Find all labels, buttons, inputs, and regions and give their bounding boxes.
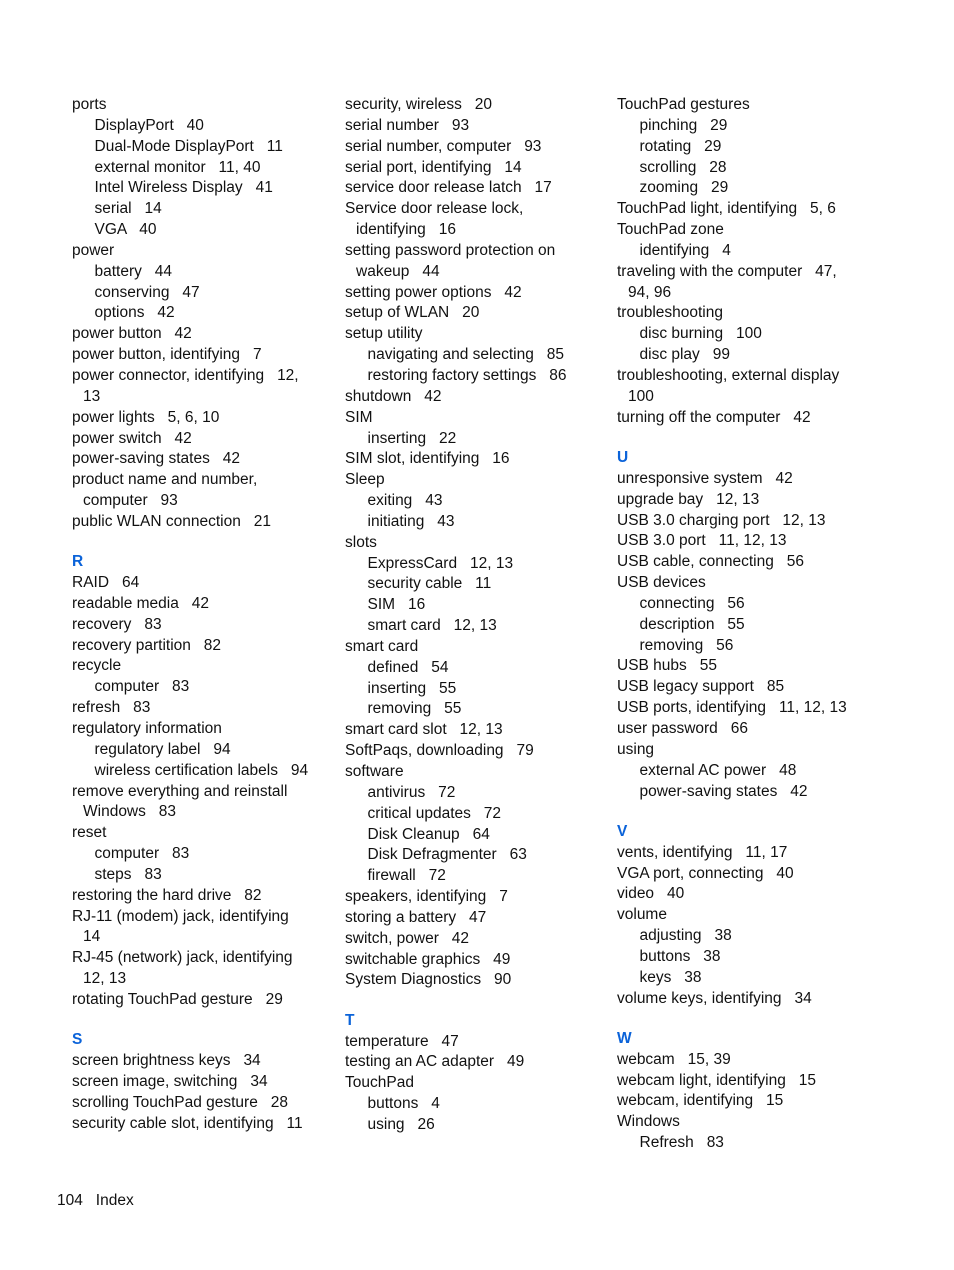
index-entry: refresh 83: [72, 699, 151, 717]
index-subentry: external AC power 48: [639, 761, 797, 779]
index-subentry: using 26: [367, 1116, 435, 1133]
index-entry-continuation: 14: [83, 928, 101, 946]
index-entry: SIM slot, identifying 16: [345, 450, 510, 468]
index-entry: Windows: [617, 1113, 680, 1131]
index-subentry: Disk Defragmenter 63: [367, 846, 527, 864]
index-entry: using: [617, 740, 655, 758]
index-entry: recovery 83: [72, 615, 162, 633]
index-entry: USB ports, identifying 11, 12, 13: [617, 699, 847, 717]
index-entry: serial number, computer 93: [345, 137, 542, 155]
index-subentry: removing 56: [639, 636, 734, 654]
index-entry: RJ-45 (network) jack, identifying: [72, 949, 293, 967]
index-entry: USB devices: [617, 574, 706, 592]
index-subentry: wireless certification labels 94: [94, 761, 309, 779]
index-entry: USB hubs 55: [617, 657, 717, 675]
index-entry-continuation: computer 93: [83, 492, 178, 510]
index-entry: recycle: [72, 657, 122, 675]
index-subentry: removing 55: [367, 700, 462, 718]
index-subentry: connecting 56: [639, 594, 745, 612]
index-entry: smart card slot 12, 13: [345, 721, 503, 739]
index-entry: System Diagnostics 90: [345, 971, 512, 989]
index-letter-heading: U: [617, 449, 629, 466]
index-subentry: buttons 4: [367, 1095, 440, 1113]
index-entry: screen brightness keys 34: [72, 1052, 261, 1070]
index-entry: software: [345, 763, 404, 780]
index-subentry: security cable 11: [367, 575, 492, 593]
index-entry: scrolling TouchPad gesture 28: [72, 1093, 288, 1111]
index-subentry: DisplayPort 40: [94, 116, 204, 134]
index-subentry: keys 38: [639, 968, 702, 986]
index-subentry: computer 83: [94, 678, 190, 696]
index-entry: serial port, identifying 14: [345, 158, 522, 176]
index-entry: public WLAN connection 21: [72, 512, 272, 530]
index-entry: storing a battery 47: [345, 908, 487, 926]
index-subentry: serial 14: [94, 200, 162, 218]
index-entry: setup utility: [345, 325, 423, 343]
index-entry: reset: [72, 824, 107, 842]
index-column-1: [72, 95, 334, 1135]
index-subentry: smart card 12, 13: [367, 617, 497, 635]
index-subentry: SIM 16: [367, 596, 426, 614]
index-entry: vents, identifying 11, 17: [617, 843, 788, 861]
index-letter-heading: S: [72, 1031, 83, 1049]
index-entry: Service door release lock,: [345, 200, 524, 218]
index-entry: volume keys, identifying 34: [617, 989, 812, 1007]
index-entry: upgrade bay 12, 13: [617, 490, 760, 508]
index-entry: temperature 47: [345, 1032, 459, 1050]
index-entry-continuation: 100: [628, 387, 654, 405]
index-subentry: external monitor 11, 40: [94, 158, 261, 176]
index-entry-continuation: 12, 13: [83, 970, 127, 988]
index-entry: slots: [345, 533, 377, 551]
index-entry: screen image, switching 34: [72, 1072, 268, 1090]
index-subentry: Intel Wireless Display 41: [94, 179, 273, 197]
index-subentry: ExpressCard 12, 13: [367, 554, 514, 572]
index-entry: turning off the computer 42: [617, 408, 811, 426]
index-entry-continuation: Windows 83: [83, 803, 177, 821]
index-entry: unresponsive system 42: [617, 469, 793, 487]
index-letter-heading: R: [72, 553, 84, 571]
index-entry: power-saving states 42: [72, 450, 241, 468]
index-subentry: identifying 4: [639, 241, 731, 259]
index-entry: webcam, identifying 15: [617, 1092, 784, 1110]
index-entry: SoftPaqs, downloading 79: [345, 742, 534, 760]
index-subentry: critical updates 72: [367, 804, 502, 822]
index-entry-continuation: identifying 16: [356, 221, 456, 239]
index-entry: webcam 15, 39: [617, 1050, 731, 1068]
index-entry: power switch 42: [72, 429, 192, 447]
index-subentry: restoring factory settings 86: [367, 366, 567, 384]
index-entry: TouchPad gestures: [617, 96, 750, 113]
index-entry-continuation: 13: [83, 387, 101, 405]
index-entry: regulatory information: [72, 719, 222, 737]
index-subentry: regulatory label 94: [94, 740, 231, 758]
index-entry: USB cable, connecting 56: [617, 553, 804, 571]
index-subentry: Refresh 83: [639, 1134, 724, 1152]
index-entry: speakers, identifying 7: [345, 888, 508, 906]
index-entry: traveling with the computer 47,: [617, 262, 837, 280]
index-entry: security, wireless 20: [345, 96, 493, 113]
index-subentry: battery 44: [94, 262, 173, 280]
index-entry: RAID 64: [72, 574, 140, 592]
index-entry: setting power options 42: [345, 283, 522, 301]
index-subentry: computer 83: [94, 845, 190, 863]
index-entry: volume: [617, 906, 667, 924]
index-entry-continuation: wakeup 44: [356, 262, 440, 280]
index-subentry: Dual-Mode DisplayPort 11: [94, 137, 283, 155]
index-subentry: adjusting 38: [639, 927, 732, 945]
index-subentry: power-saving states 42: [639, 782, 808, 800]
index-entry: TouchPad: [345, 1074, 414, 1092]
index-subentry: Disk Cleanup 64: [367, 825, 490, 843]
index-subentry: disc play 99: [639, 346, 730, 364]
index-subentry: options 42: [94, 304, 175, 322]
index-entry: serial number 93: [345, 116, 470, 134]
index-entry: switch, power 42: [345, 929, 470, 947]
index-entry: security cable slot, identifying 11: [72, 1114, 303, 1132]
index-subentry: inserting 22: [367, 429, 457, 447]
index-entry: troubleshooting: [617, 304, 723, 322]
index-letter-heading: T: [345, 1011, 355, 1029]
index-entry: ports: [72, 96, 107, 113]
index-subentry: defined 54: [367, 658, 449, 676]
index-entry: user password 66: [617, 719, 748, 737]
index-entry: VGA port, connecting 40: [617, 864, 794, 882]
index-subentry: scrolling 28: [639, 158, 727, 176]
index-subentry: zooming 29: [639, 179, 729, 197]
index-entry: rotating TouchPad gesture 29: [72, 990, 283, 1008]
index-entry: testing an AC adapter 49: [345, 1053, 525, 1071]
index-entry: RJ-11 (modem) jack, identifying: [72, 907, 289, 925]
index-letter-heading: V: [617, 822, 628, 840]
index-subentry: conserving 47: [94, 283, 200, 301]
index-entry: recovery partition 82: [72, 636, 222, 654]
index-entry: power: [72, 241, 115, 259]
index-entry: troubleshooting, external display: [617, 366, 840, 384]
index-entry: power button, identifying 7: [72, 346, 262, 364]
index-entry: Sleep: [345, 471, 385, 489]
index-subentry: buttons 38: [639, 947, 721, 965]
index-subentry: description 55: [639, 615, 745, 633]
index-entry: TouchPad light, identifying 5, 6: [617, 200, 836, 218]
index-column-3: [617, 95, 879, 1154]
index-entry: setup of WLAN 20: [345, 304, 480, 322]
index-subentry: pinching 29: [639, 116, 728, 134]
index-letter-heading: W: [617, 1029, 632, 1047]
index-entry: power button 42: [72, 325, 192, 343]
index-entry: webcam light, identifying 15: [617, 1071, 817, 1089]
index-subentry: firewall 72: [367, 867, 446, 885]
index-subentry: navigating and selecting 85: [367, 346, 564, 364]
index-entry: shutdown 42: [345, 387, 442, 405]
index-entry: power connector, identifying 12,: [72, 366, 299, 384]
page-footer: 104 Index: [57, 1192, 134, 1209]
index-entry: restoring the hard drive 82: [72, 886, 262, 904]
index-entry: power lights 5, 6, 10: [72, 408, 220, 426]
index-entry: remove everything and reinstall: [72, 782, 288, 800]
index-subentry: antivirus 72: [367, 783, 456, 801]
index-subentry: inserting 55: [367, 679, 457, 697]
index-entry: setting password protection on: [345, 241, 556, 259]
index-entry: product name and number,: [72, 471, 258, 489]
index-entry: smart card: [345, 637, 419, 655]
index-subentry: initiating 43: [367, 512, 455, 530]
index-entry: service door release latch 17: [345, 179, 552, 197]
index-subentry: steps 83: [94, 865, 162, 883]
index-entry: USB 3.0 port 11, 12, 13: [617, 532, 787, 550]
index-entry: TouchPad zone: [617, 221, 724, 239]
index-subentry: rotating 29: [639, 137, 722, 155]
index-subentry: disc burning 100: [639, 325, 762, 343]
index-entry: USB legacy support 85: [617, 678, 785, 696]
index-entry: SIM: [345, 408, 373, 426]
index-subentry: exiting 43: [367, 492, 443, 510]
index-column-2: [345, 95, 607, 1136]
index-entry: readable media 42: [72, 594, 210, 612]
index-entry-continuation: 94, 96: [628, 283, 672, 301]
index-entry: switchable graphics 49: [345, 950, 511, 968]
index-entry: video 40: [617, 885, 685, 903]
index-subentry: VGA 40: [94, 221, 157, 239]
index-entry: USB 3.0 charging port 12, 13: [617, 511, 826, 529]
